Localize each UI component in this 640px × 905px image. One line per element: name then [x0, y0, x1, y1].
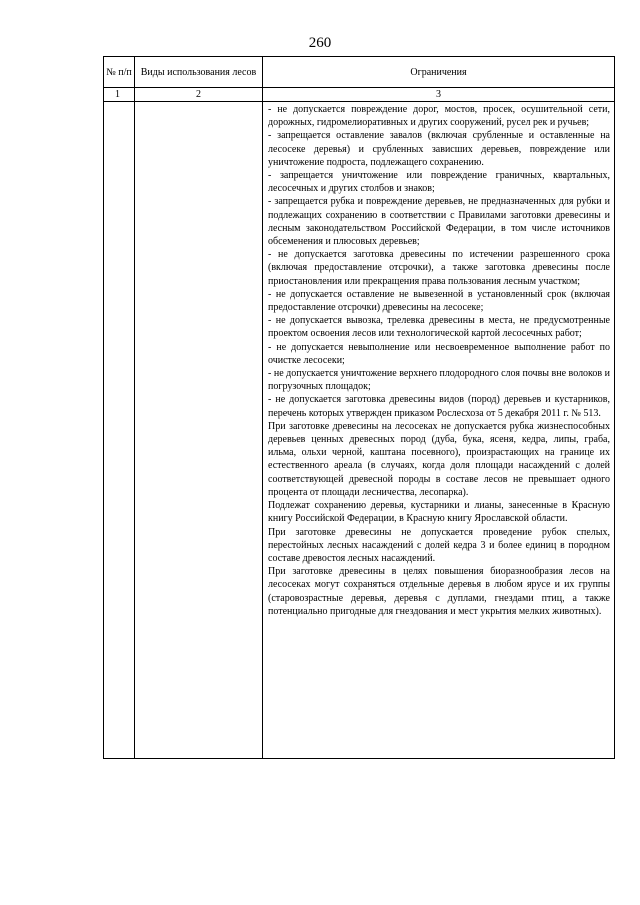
row-number-cell	[104, 102, 135, 759]
restrictions-table	[103, 56, 615, 759]
restriction-paragraph: - не допускается невыполнение или несвоевременное выполнение работ по очистке лесосеки;	[268, 341, 610, 366]
restriction-paragraph: - не допускается вывозка, трелевка древесины в места, не предусмотренные проектом освоения лесов или технологической картой лесосечных работ;	[268, 315, 610, 340]
column-number-1: 1	[104, 88, 135, 102]
row-forest-use-cell	[135, 102, 263, 759]
row-restrictions-cell	[263, 102, 615, 759]
restriction-paragraph: - не допускается заготовка древесины по истечении разрешенного срока (включая предоставление отсрочки), а также заготовка древесины после приостановления или прекращения права пользования лесным участком;	[268, 249, 610, 287]
restriction-paragraph: - запрещается уничтожение или повреждение граничных, квартальных, лесосечных и других столбов и знаков;	[268, 170, 610, 195]
restriction-paragraph: - не допускается заготовка древесины видов (пород) деревьев и кустарников, перечень которых утвержден приказом Рослесхоза от 5 декабря 2011 г. № 513.	[268, 394, 610, 419]
restriction-paragraph: Подлежат сохранению деревья, кустарники и лианы, занесенные в Красную книгу Российской Федерации, в Красную книгу Ярославской области.	[268, 500, 610, 525]
table-row	[104, 102, 615, 759]
restriction-paragraph: При заготовке древесины не допускается проведение рубок спелых, перестойных лесных насаждений с долей кедра 3 и более единиц в породном составе древостоя лесных насаждений.	[268, 526, 610, 564]
restriction-paragraph: При заготовке древесины на лесосеках не допускается рубка жизнеспособных деревьев ценных древесных пород (дуба, бука, ясеня, кедра, липы, граба, ильма, ольхи черной, каштана посевного), произрастающих на границе их естественного ареала (в случаях, когда доля площади насаждений с долей соответствующей древесной породы в составе лесов не превышает одного процента от площади лесничества, лесопарка).	[268, 420, 610, 498]
restriction-paragraph: - запрещается оставление завалов (включая срубленные и оставленные на лесосеке деревья) и срубленных зависших деревьев, повреждение или уничтожение подроста, подлежащего сохранению.	[268, 130, 610, 168]
header-forest-use-types: Виды использования лесов	[135, 57, 263, 88]
page-number: 260	[308, 35, 332, 51]
table-header-row	[104, 57, 615, 88]
column-number-3: 3	[263, 88, 615, 102]
restrictions-text	[263, 102, 614, 618]
restriction-paragraph: - запрещается рубка и повреждение деревьев, не предназначенных для рубки и подлежащих сохранению в соответствии с Правилами заготовки древесины и лесным законодательством Российской Федерации, в том числе источников обсеменения и плюсовых деревьев;	[268, 196, 610, 248]
restriction-paragraph: - не допускается повреждение дорог, мостов, просек, осушительной сети, дорожных, гидромелиоративных и других сооружений, русел рек и ручьев;	[268, 104, 610, 129]
column-number-2: 2	[135, 88, 263, 102]
restriction-paragraph: - не допускается уничтожение верхнего плодородного слоя почвы вне волоков и погрузочных площадок;	[268, 368, 610, 393]
header-number: № п/п	[104, 57, 135, 88]
restriction-paragraph: - не допускается оставление не вывезенной в установленный срок (включая предоставление отсрочки) древесины на лесосеке;	[268, 288, 610, 314]
header-restrictions: Ограничения	[263, 57, 615, 88]
restriction-paragraph: При заготовке древесины в целях повышения биоразнообразия лесов на лесосеках могут сохраняться отдельные деревья в любом ярусе и их группы (старовозрастные деревья, деревья с дуплами, гнездами птиц, а также потенциально пригодные для гнездования и мест укрытия мелких животных).	[268, 566, 610, 617]
table-numbering-row	[104, 88, 615, 102]
